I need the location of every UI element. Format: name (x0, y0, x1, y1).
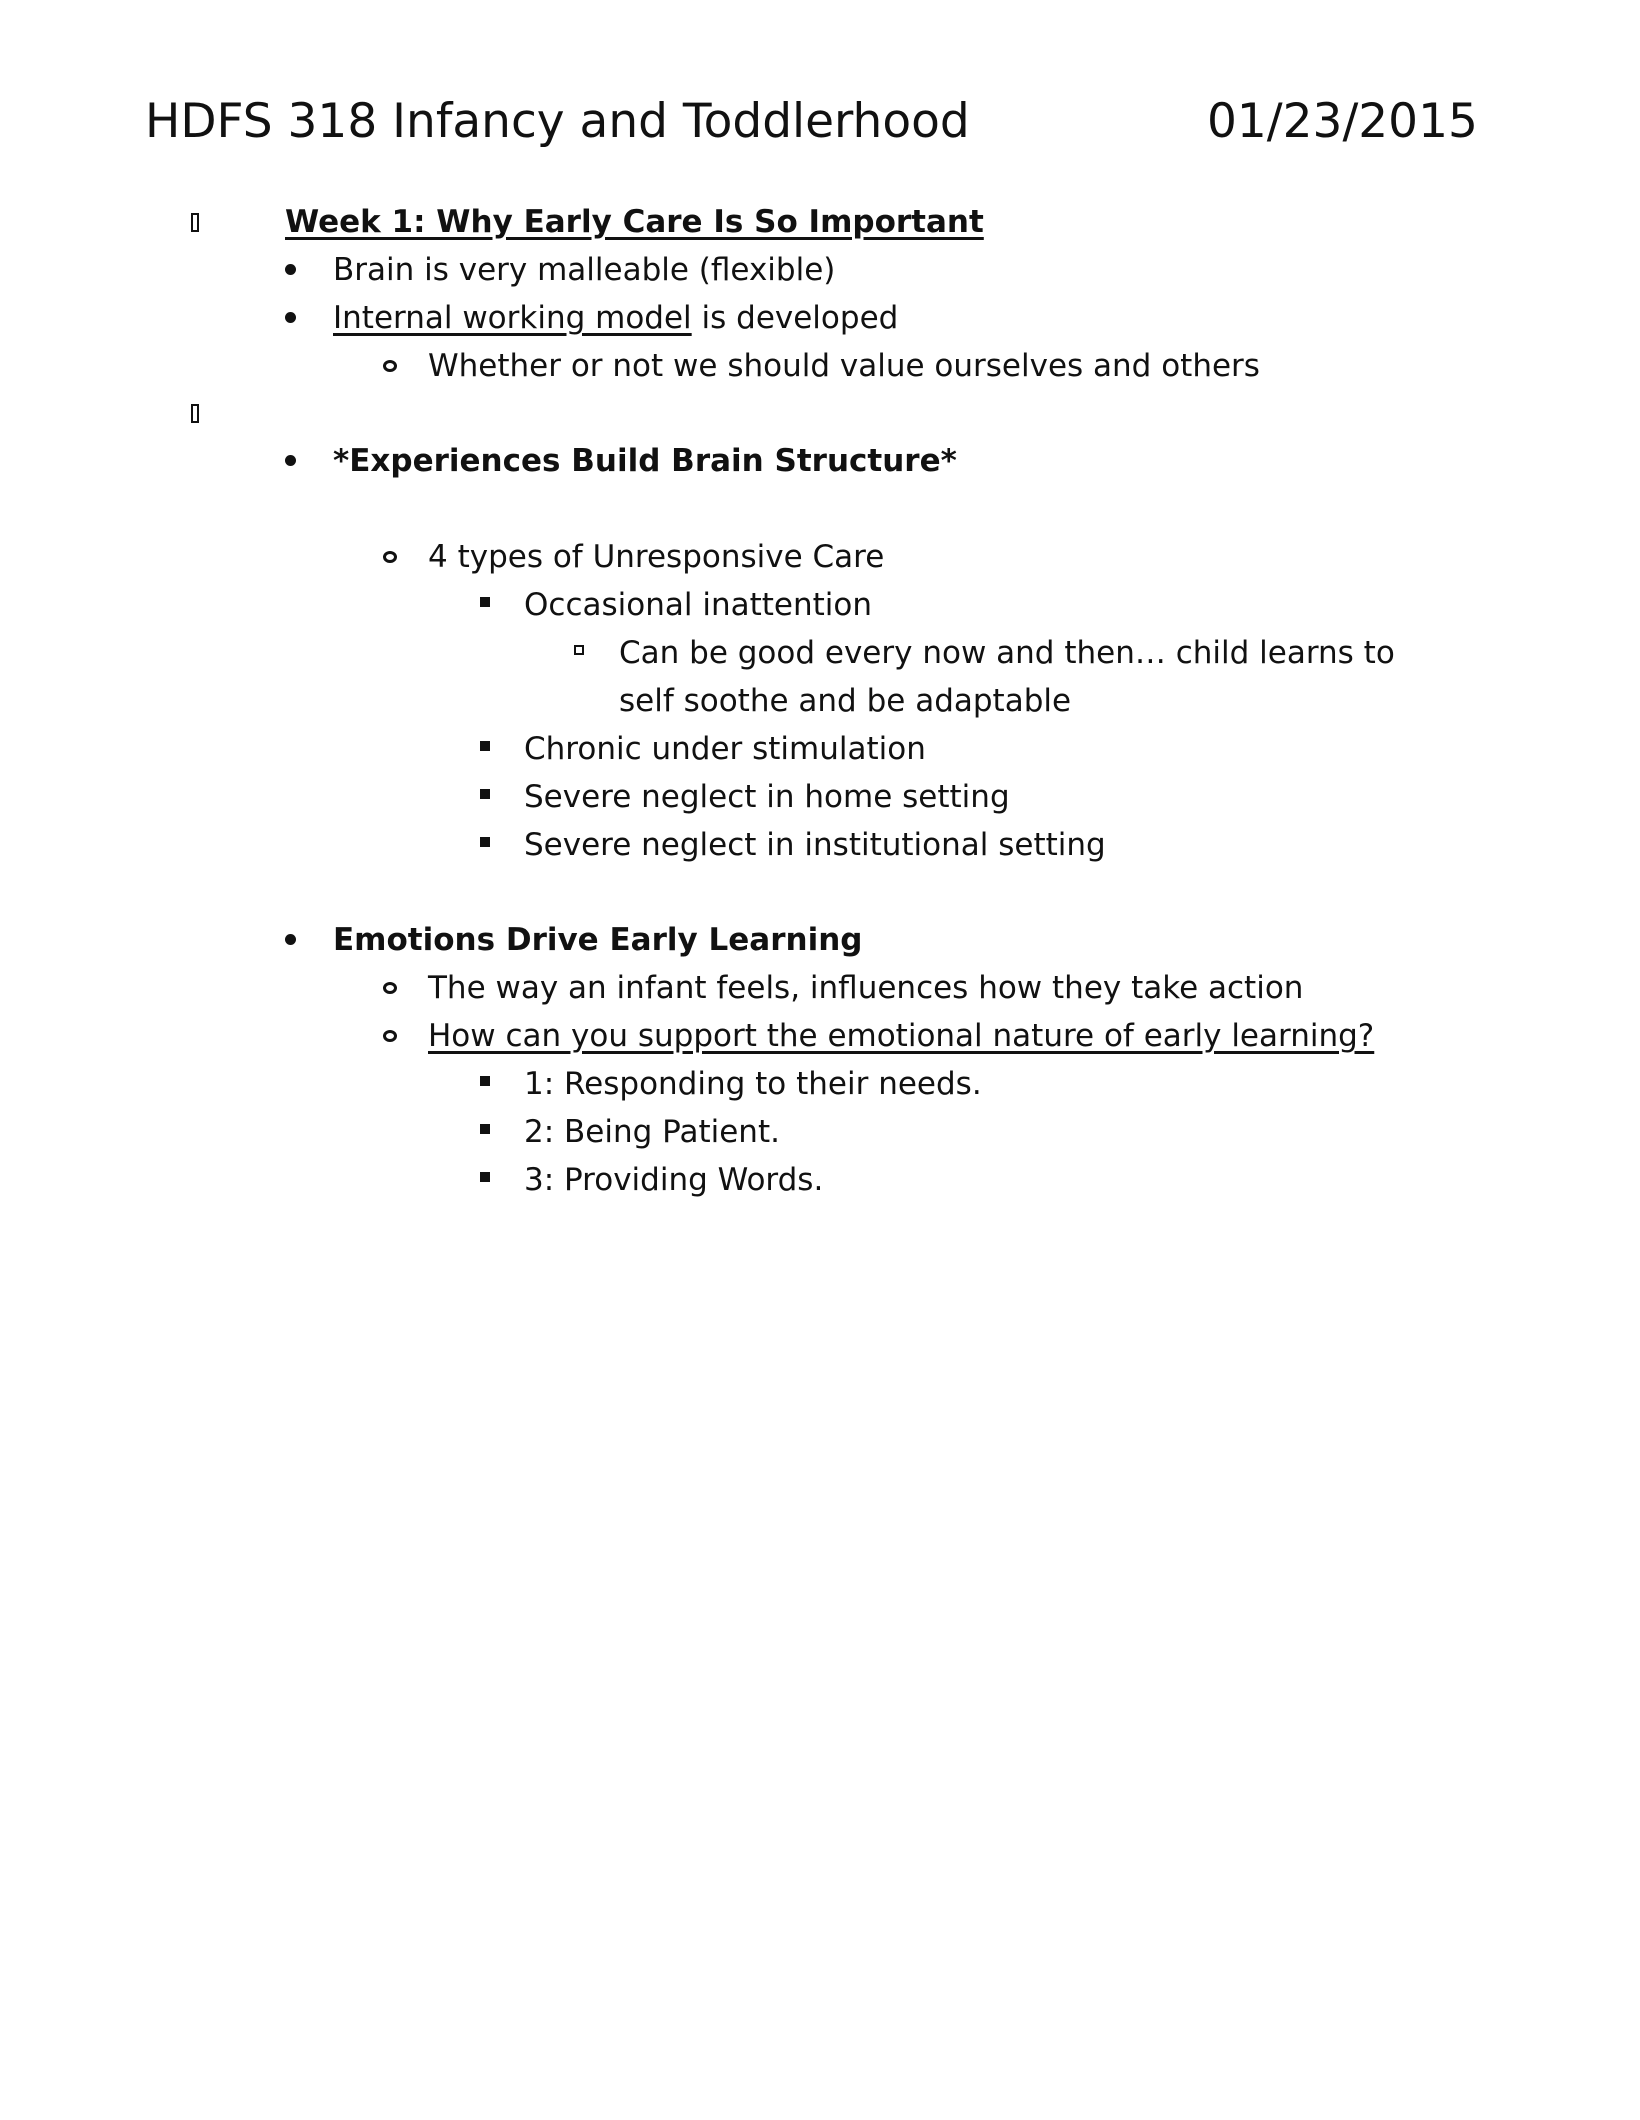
list-item: The way an infant feels, influences how they take action (428, 970, 1304, 1006)
list-item: 1: Responding to their needs. (524, 1066, 982, 1102)
list-item (333, 298, 898, 338)
missing-glyph-bullet-icon (191, 213, 199, 232)
list-item: Can be good every now and then… child learns to (619, 635, 1395, 671)
list-item: Severe neglect in home setting (524, 779, 1010, 815)
list-item-text: is developed (691, 300, 899, 336)
list-item: Severe neglect in institutional setting (524, 827, 1106, 863)
list-item: Occasional inattention (524, 587, 872, 623)
square-bullet-icon (480, 837, 490, 847)
open-square-bullet-icon (574, 645, 584, 655)
circle-bullet-icon (383, 360, 397, 372)
circle-bullet-icon (383, 982, 397, 994)
list-item-continuation: self soothe and be adaptable (619, 683, 1072, 719)
document-date: 01/23/2015 (1207, 94, 1478, 149)
square-bullet-icon (480, 1172, 490, 1182)
list-item: 4 types of Unresponsive Care (428, 539, 885, 575)
bullet-icon (285, 312, 296, 323)
week-heading: Week 1: Why Early Care Is So Important (285, 204, 984, 240)
square-bullet-icon (480, 1124, 490, 1134)
underlined-term: Internal working model (333, 300, 692, 336)
list-item: 2: Being Patient. (524, 1114, 780, 1150)
list-item: Brain is very malleable (flexible) (333, 252, 836, 288)
bullet-icon (285, 934, 296, 945)
circle-bullet-icon (383, 551, 397, 563)
section-heading: *Experiences Build Brain Structure* (333, 443, 957, 479)
bullet-icon (285, 264, 296, 275)
bullet-icon (285, 455, 296, 466)
list-item: How can you support the emotional nature of early learning? (428, 1018, 1375, 1054)
list-item: Whether or not we should value ourselves and others (428, 348, 1260, 384)
square-bullet-icon (480, 789, 490, 799)
square-bullet-icon (480, 741, 490, 751)
missing-glyph-bullet-icon (191, 404, 199, 423)
square-bullet-icon (480, 597, 490, 607)
square-bullet-icon (480, 1076, 490, 1086)
document-title: HDFS 318 Infancy and Toddlerhood (145, 94, 970, 149)
list-item: 3: Providing Words. (524, 1162, 824, 1198)
section-heading: Emotions Drive Early Learning (333, 922, 863, 958)
circle-bullet-icon (383, 1030, 397, 1042)
list-item: Chronic under stimulation (524, 731, 926, 767)
